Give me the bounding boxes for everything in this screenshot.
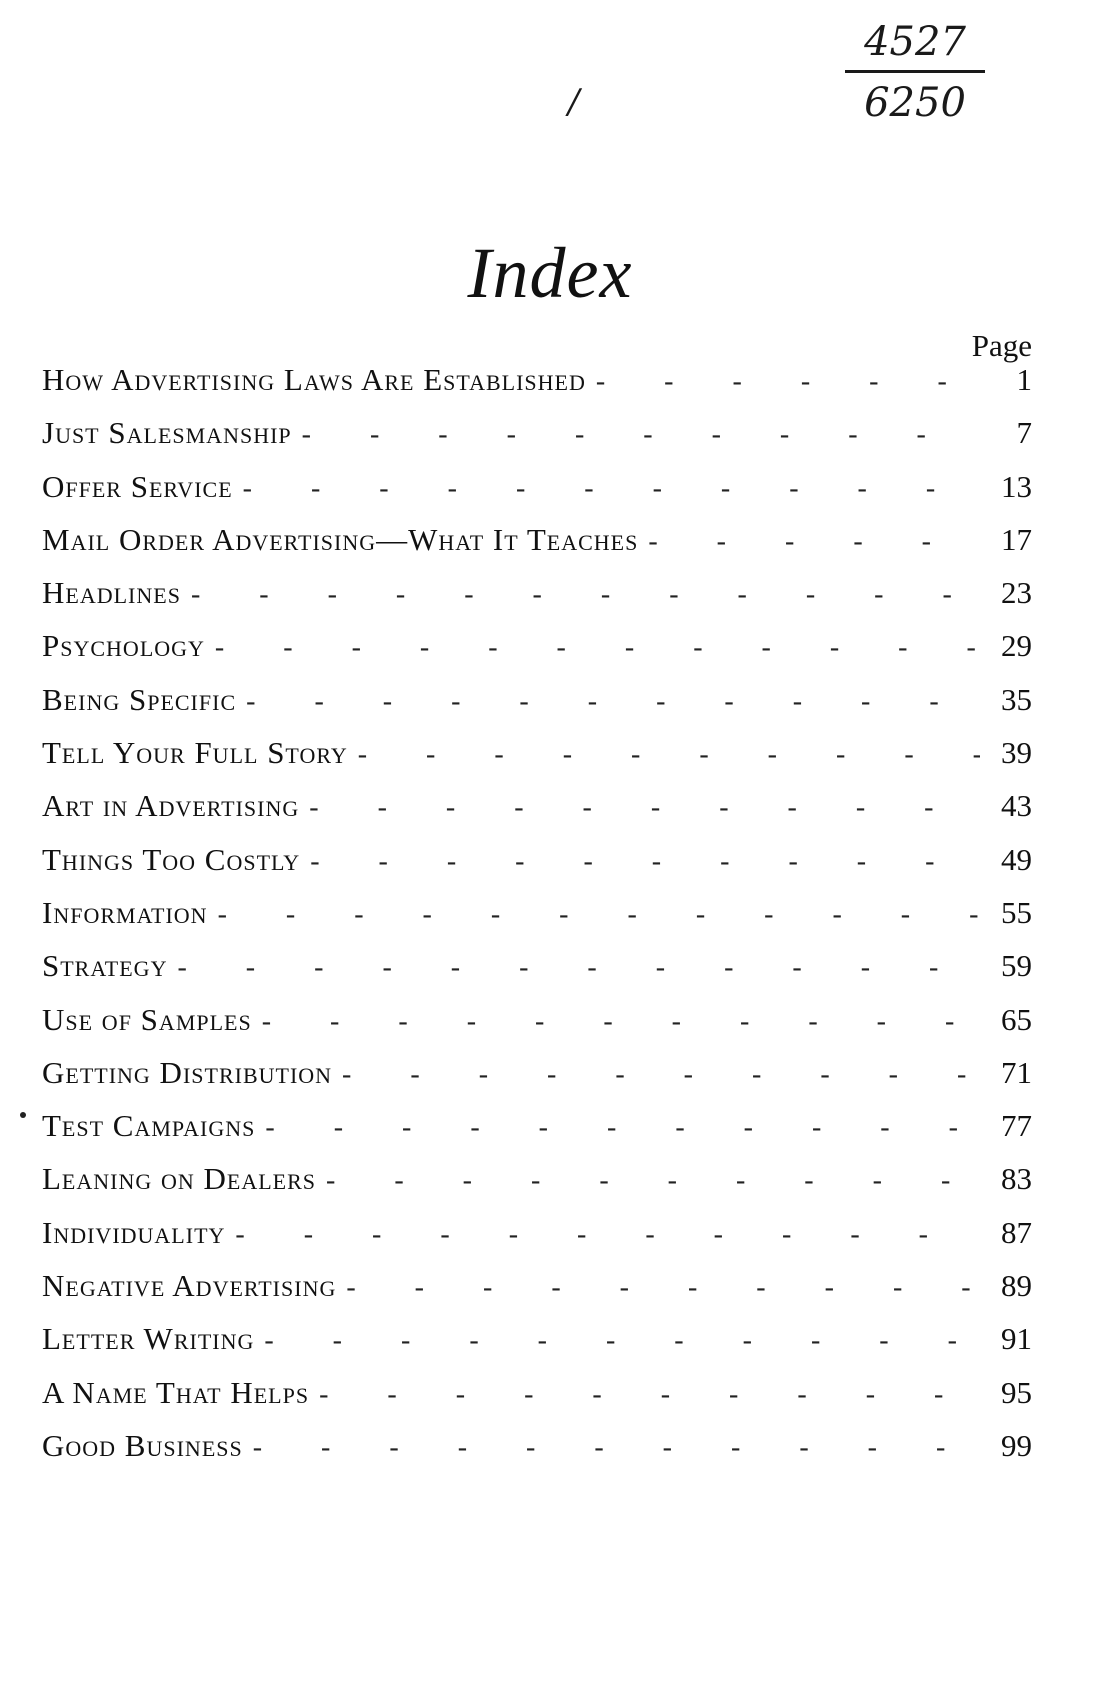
dot-leader: [246, 686, 980, 718]
list-item: [42, 895, 1032, 948]
list-item: [42, 948, 1032, 1001]
entry-page: 99: [1001, 1427, 1032, 1463]
entry-title: Information: [42, 894, 208, 930]
list-item: [42, 1055, 1032, 1108]
dot-leader: [218, 899, 980, 931]
list-item: [42, 1002, 1032, 1055]
entry-page: 65: [1001, 1001, 1032, 1037]
dot-leader: [358, 739, 980, 771]
entry-page: 7: [1016, 415, 1032, 451]
dot-leader: [191, 579, 980, 611]
entry-title: Offer Service: [42, 468, 233, 504]
entry-page: 83: [1001, 1161, 1032, 1197]
entry-page: 17: [1001, 521, 1032, 557]
entry-page: 49: [1001, 841, 1032, 877]
dot-leader: [342, 1059, 980, 1091]
entry-title: Letter Writing: [42, 1321, 255, 1357]
dot-leader: [319, 1379, 980, 1411]
list-item: [42, 1268, 1032, 1321]
list-item: [42, 1375, 1032, 1428]
page-column-header: Page: [971, 328, 1032, 363]
entry-title: How Advertising Laws Are Established: [42, 362, 586, 397]
list-item: [42, 735, 1032, 788]
entry-title: Good Business: [42, 1427, 243, 1463]
margin-dot: [20, 1112, 26, 1118]
fraction-numerator: 4527: [864, 19, 966, 65]
entry-title: Art in Advertising: [42, 788, 300, 824]
entry-page: 23: [1001, 575, 1032, 611]
list-item: [42, 1321, 1032, 1374]
list-item: [42, 788, 1032, 841]
entry-title: Mail Order Advertising—What It Teaches: [42, 521, 639, 557]
list-item: [42, 682, 1032, 735]
entry-page: 35: [1001, 681, 1032, 717]
fraction-bar: [845, 70, 985, 73]
entry-page: 71: [1001, 1054, 1032, 1090]
entry-page: 13: [1001, 468, 1032, 504]
dot-leader: [235, 1219, 980, 1251]
dot-leader: [648, 526, 980, 558]
dot-leader: [253, 1432, 980, 1464]
dot-leader: [310, 846, 980, 878]
dot-leader: [262, 1006, 980, 1038]
entry-title: Test Campaigns: [42, 1108, 256, 1144]
entry-page: 39: [1001, 735, 1032, 771]
entry-title: Being Specific: [42, 681, 237, 717]
list-item: [42, 522, 1032, 575]
dot-leader: [309, 792, 980, 824]
entry-page: 1: [1016, 362, 1032, 397]
entry-page: 59: [1001, 948, 1032, 984]
entry-page: 43: [1001, 788, 1032, 824]
dot-leader: [177, 952, 980, 984]
entry-title: Things Too Costly: [42, 841, 301, 877]
list-item: [42, 1161, 1032, 1214]
list-item: [42, 1108, 1032, 1161]
list-item: [42, 842, 1032, 895]
entry-page: 91: [1001, 1321, 1032, 1357]
entry-page: 77: [1001, 1108, 1032, 1144]
entry-title: Headlines: [42, 575, 181, 611]
dot-leader: [346, 1272, 980, 1304]
dot-leader: [302, 419, 980, 451]
handwritten-fraction: [845, 18, 985, 127]
list-item: [42, 362, 1032, 415]
entry-title: Individuality: [42, 1214, 226, 1250]
dot-leader: [264, 1325, 980, 1357]
entry-title: Strategy: [42, 948, 168, 984]
dot-leader: [243, 473, 980, 505]
entry-page: 95: [1001, 1374, 1032, 1410]
dot-leader: [215, 632, 980, 664]
entry-title: Use of Samples: [42, 1001, 252, 1037]
list-item: [42, 469, 1032, 522]
entry-title: Negative Advertising: [42, 1268, 337, 1304]
entry-page: 89: [1001, 1268, 1032, 1304]
list-item: [42, 1428, 1032, 1481]
list-item: [42, 628, 1032, 681]
entry-title: Getting Distribution: [42, 1054, 333, 1090]
fraction-denominator: 6250: [864, 80, 966, 126]
dot-leader: [326, 1165, 980, 1197]
entry-title: Just Salesmanship: [42, 415, 292, 451]
list-item: [42, 415, 1032, 468]
entry-page: 87: [1001, 1214, 1032, 1250]
entry-page: 29: [1001, 628, 1032, 664]
entry-title: Leaning on Dealers: [42, 1161, 317, 1197]
list-item: [42, 575, 1032, 628]
entry-title: A Name That Helps: [42, 1374, 310, 1410]
entry-page: 55: [1001, 894, 1032, 930]
dot-leader: [265, 1112, 980, 1144]
entry-title: Psychology: [42, 628, 205, 664]
handwritten-page-mark: /: [568, 82, 580, 122]
entry-title: Tell Your Full Story: [42, 735, 348, 771]
dot-leader: [596, 366, 980, 398]
list-item: [42, 1215, 1032, 1268]
index-list: [42, 362, 1032, 1481]
page-title: Index: [467, 233, 633, 313]
